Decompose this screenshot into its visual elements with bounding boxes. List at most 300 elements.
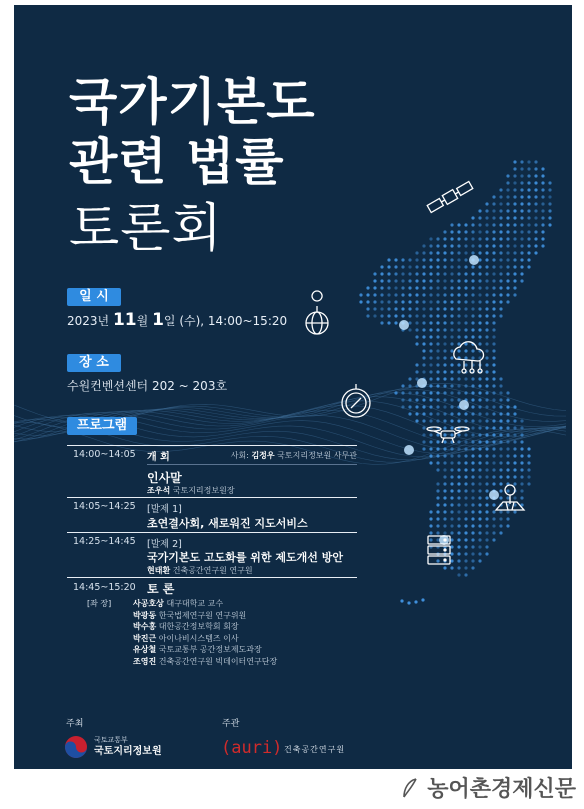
map-dot: [499, 237, 502, 240]
map-dot: [443, 265, 446, 268]
map-dot: [499, 405, 502, 408]
map-dot: [499, 412, 502, 415]
date-year: 2023년: [67, 314, 110, 328]
map-dot: [450, 314, 453, 317]
map-dot: [471, 538, 474, 541]
map-dot: [471, 433, 474, 436]
map-dot: [527, 230, 530, 233]
map-dot: [478, 510, 481, 513]
map-dot: [414, 600, 417, 603]
map-dot: [471, 426, 474, 429]
map-dot: [548, 188, 551, 191]
map-dot: [478, 489, 481, 492]
map-dot: [534, 202, 537, 205]
map-dot: [443, 482, 446, 485]
map-dot: [401, 398, 404, 401]
map-dot: [492, 384, 495, 387]
map-dot: [513, 216, 516, 219]
panelist-org: 국토교통부 공간정보제도과장: [158, 645, 262, 654]
map-dot: [492, 510, 495, 513]
talk2-speaker: [147, 565, 253, 576]
map-dot: [450, 461, 453, 464]
map-dot: [422, 405, 425, 408]
map-dot: [506, 202, 509, 205]
map-dot: [499, 447, 502, 450]
map-dot: [436, 482, 439, 485]
map-dot: [478, 342, 481, 345]
map-dot: [478, 454, 481, 457]
map-dot: [478, 475, 481, 478]
map-dot: [471, 300, 474, 303]
map-dot: [457, 265, 460, 268]
map-dot: [450, 475, 453, 478]
map-dot: [492, 419, 495, 422]
map-dot: [464, 363, 467, 366]
map-dot: [527, 174, 530, 177]
map-dot: [485, 370, 488, 373]
map-dot: [471, 314, 474, 317]
map-dot: [443, 398, 446, 401]
greeting-speaker: [147, 485, 235, 496]
map-dot: [450, 552, 453, 555]
greeting-name: 조우석: [147, 486, 171, 495]
map-dot: [457, 328, 460, 331]
map-dot: [464, 307, 467, 310]
map-dot: [513, 209, 516, 212]
map-dot: [464, 440, 467, 443]
map-dot: [457, 419, 460, 422]
map-dot: [443, 286, 446, 289]
map-dot: [380, 293, 383, 296]
chair-org: 대구대학교 교수: [166, 599, 224, 608]
map-glow: [404, 445, 414, 455]
map-dot: [450, 307, 453, 310]
map-dot: [513, 426, 516, 429]
map-dot: [415, 258, 418, 261]
map-dot: [485, 503, 488, 506]
map-dot: [478, 335, 481, 338]
map-dot: [422, 258, 425, 261]
map-dot: [478, 209, 481, 212]
map-dot: [415, 300, 418, 303]
map-dot: [520, 419, 523, 422]
map-dot: [436, 391, 439, 394]
map-dot: [443, 342, 446, 345]
map-dot: [471, 272, 474, 275]
map-dot: [457, 244, 460, 247]
map-dot: [471, 398, 474, 401]
map-dot: [443, 391, 446, 394]
map-dot: [506, 230, 509, 233]
map-dot: [527, 265, 530, 268]
map-dot: [464, 524, 467, 527]
map-dot: [450, 237, 453, 240]
map-dot: [464, 223, 467, 226]
map-dot: [541, 244, 544, 247]
map-dot: [450, 251, 453, 254]
map-dot: [394, 293, 397, 296]
taegeuk-logo-icon: [64, 735, 88, 759]
map-dot: [457, 363, 460, 366]
map-dot: [492, 468, 495, 471]
map-dot: [401, 405, 404, 408]
map-dot: [492, 447, 495, 450]
map-dot: [450, 496, 453, 499]
map-dot: [513, 188, 516, 191]
map-dot: [513, 510, 516, 513]
map-dot: [478, 524, 481, 527]
map-dot: [457, 538, 460, 541]
map-dot: [450, 293, 453, 296]
map-dot: [401, 265, 404, 268]
map-dot: [450, 447, 453, 450]
map-dot: [478, 230, 481, 233]
map-dot: [387, 258, 390, 261]
map-dot: [499, 384, 502, 387]
map-dot: [464, 573, 467, 576]
map-dot: [499, 531, 502, 534]
map-dot: [520, 181, 523, 184]
map-dot: [485, 349, 488, 352]
map-dot: [492, 517, 495, 520]
map-dot: [457, 223, 460, 226]
map-dot: [436, 279, 439, 282]
map-dot: [464, 433, 467, 436]
map-dot: [471, 552, 474, 555]
map-dot: [436, 412, 439, 415]
map-dot: [401, 384, 404, 387]
map-dot: [527, 160, 530, 163]
map-dot: [415, 363, 418, 366]
map-dot: [499, 496, 502, 499]
map-dot: [443, 300, 446, 303]
map-dot: [478, 265, 481, 268]
map-dot: [394, 279, 397, 282]
venue-label-badge: 장 소: [67, 354, 121, 372]
map-dot: [429, 454, 432, 457]
map-dot: [464, 272, 467, 275]
map-dot: [387, 272, 390, 275]
map-dot: [443, 524, 446, 527]
map-dot: [436, 251, 439, 254]
map-dot: [464, 489, 467, 492]
map-dot: [415, 335, 418, 338]
map-dot: [422, 342, 425, 345]
map-dot: [464, 496, 467, 499]
map-dot: [443, 321, 446, 324]
map-dot: [513, 412, 516, 415]
map-dot: [478, 517, 481, 520]
map-dot: [457, 391, 460, 394]
map-dot: [492, 370, 495, 373]
map-dot: [520, 244, 523, 247]
map-dot: [478, 433, 481, 436]
map-dot: [450, 279, 453, 282]
map-dot: [478, 482, 481, 485]
map-dot: [429, 335, 432, 338]
map-dot: [443, 447, 446, 450]
map-dot: [485, 475, 488, 478]
map-dot: [429, 405, 432, 408]
map-dot: [506, 496, 509, 499]
map-dot: [408, 300, 411, 303]
map-dot: [422, 314, 425, 317]
watermark: [400, 772, 576, 803]
panelist-name: 박광동: [133, 610, 157, 620]
map-dot: [471, 244, 474, 247]
map-dot: [450, 265, 453, 268]
map-dot: [464, 335, 467, 338]
map-dot: [534, 209, 537, 212]
talk1-tag: [발제 1]: [147, 504, 182, 515]
map-dot: [499, 202, 502, 205]
map-dot: [464, 419, 467, 422]
map-dot: [506, 244, 509, 247]
map-dot: [513, 468, 516, 471]
map-dot: [401, 307, 404, 310]
map-dot: [408, 286, 411, 289]
map-dot: [415, 370, 418, 373]
map-dot: [450, 468, 453, 471]
map-dot: [436, 258, 439, 261]
map-dot: [436, 272, 439, 275]
map-dot: [429, 510, 432, 513]
map-dot: [436, 265, 439, 268]
map-dot: [506, 258, 509, 261]
program-label-badge: 프로그램: [67, 417, 137, 435]
discussion-title: 토 론: [147, 582, 175, 596]
map-dot: [401, 314, 404, 317]
map-dot: [450, 531, 453, 534]
map-dot: [429, 286, 432, 289]
map-dot: [534, 251, 537, 254]
map-dot: [506, 398, 509, 401]
map-dot: [527, 251, 530, 254]
map-dot: [457, 384, 460, 387]
map-dot: [520, 216, 523, 219]
map-dot: [520, 167, 523, 170]
map-dot: [436, 447, 439, 450]
map-dot: [436, 503, 439, 506]
map-dot: [387, 286, 390, 289]
map-dot: [443, 496, 446, 499]
map-dot: [401, 286, 404, 289]
map-dot: [506, 272, 509, 275]
map-dot: [471, 384, 474, 387]
map-dot: [380, 279, 383, 282]
map-dot: [457, 335, 460, 338]
map-dot: [429, 531, 432, 534]
map-dot: [450, 286, 453, 289]
map-dot: [485, 426, 488, 429]
map-dot: [471, 321, 474, 324]
map-dot: [471, 531, 474, 534]
map-dot: [492, 342, 495, 345]
map-dot: [394, 391, 397, 394]
map-dot: [436, 377, 439, 380]
map-dot: [499, 244, 502, 247]
map-dot: [450, 545, 453, 548]
map-dot: [443, 468, 446, 471]
talk2-tag: [발제 2]: [147, 539, 182, 550]
map-dot: [485, 216, 488, 219]
talk1-time: 14:05~14:25: [73, 501, 136, 512]
map-dot: [506, 524, 509, 527]
map-dot: [478, 552, 481, 555]
map-dot: [394, 321, 397, 324]
map-dot: [436, 244, 439, 247]
map-dot: [457, 503, 460, 506]
map-dot: [492, 356, 495, 359]
date-rest: (수), 14:00~15:20: [179, 314, 288, 328]
map-dot: [485, 545, 488, 548]
venue-text: 수원컨벤션센터 202 ~ 203호: [67, 379, 228, 393]
map-dot: [450, 419, 453, 422]
map-dot: [541, 223, 544, 226]
map-dot: [464, 321, 467, 324]
map-dot: [499, 230, 502, 233]
map-dot: [457, 300, 460, 303]
map-dot: [492, 251, 495, 254]
opening-title: 개 회: [147, 452, 170, 463]
map-dot: [450, 559, 453, 562]
map-dot: [492, 237, 495, 240]
map-dot: [429, 363, 432, 366]
map-dot: [408, 405, 411, 408]
watermark-text: 농어촌경제신문: [427, 777, 576, 802]
map-dot: [492, 307, 495, 310]
map-dot: [436, 293, 439, 296]
map-dot: [464, 314, 467, 317]
map-dot: [513, 475, 516, 478]
map-dot: [471, 349, 474, 352]
map-dot: [506, 468, 509, 471]
map-dot: [436, 335, 439, 338]
map-dot: [464, 531, 467, 534]
map-dot: [415, 314, 418, 317]
map-dot: [436, 461, 439, 464]
map-dot: [450, 489, 453, 492]
map-dot: [380, 286, 383, 289]
map-dot: [387, 293, 390, 296]
map-dot: [422, 335, 425, 338]
map-dot: [457, 349, 460, 352]
talk2-name: 현태환: [147, 566, 171, 575]
map-dot: [471, 328, 474, 331]
map-dot: [485, 398, 488, 401]
map-dot: [387, 321, 390, 324]
map-dot: [513, 461, 516, 464]
program-table: [67, 445, 357, 668]
map-dot: [478, 293, 481, 296]
map-dot: [450, 398, 453, 401]
map-dot: [520, 188, 523, 191]
map-dot: [429, 517, 432, 520]
map-dot: [499, 307, 502, 310]
map-dot: [492, 293, 495, 296]
map-dot: [380, 307, 383, 310]
map-dot: [436, 419, 439, 422]
map-dot: [436, 384, 439, 387]
date-day-suffix: 일: [163, 314, 176, 328]
map-dot: [429, 307, 432, 310]
map-dot: [450, 524, 453, 527]
map-dot: [506, 391, 509, 394]
map-dot: [534, 230, 537, 233]
map-dot: [450, 538, 453, 541]
map-dot: [506, 279, 509, 282]
map-dot: [373, 279, 376, 282]
map-dot: [520, 496, 523, 499]
map-dot: [513, 405, 516, 408]
map-dot: [499, 461, 502, 464]
map-dot: [485, 531, 488, 534]
map-dot: [478, 321, 481, 324]
title-line-2: 관련 법률: [69, 133, 285, 191]
host-org-block: [94, 735, 162, 757]
map-dot: [485, 335, 488, 338]
map-dot: [457, 321, 460, 324]
map-dot: [373, 300, 376, 303]
map-dot: [485, 342, 488, 345]
map-dot: [436, 510, 439, 513]
map-dot: [436, 559, 439, 562]
map-dot: [443, 517, 446, 520]
map-dot: [464, 552, 467, 555]
map-dot: [492, 524, 495, 527]
map-dot: [513, 167, 516, 170]
map-dot: [443, 328, 446, 331]
map-dot: [478, 440, 481, 443]
map-dot: [527, 454, 530, 457]
map-dot: [457, 468, 460, 471]
map-dot: [520, 475, 523, 478]
map-dot: [527, 258, 530, 261]
map-dot: [464, 545, 467, 548]
map-dot: [492, 426, 495, 429]
map-dot: [464, 559, 467, 562]
map-dot: [492, 230, 495, 233]
map-dot: [478, 496, 481, 499]
map-dot: [422, 412, 425, 415]
map-dot: [450, 370, 453, 373]
map-dot: [457, 510, 460, 513]
map-dot: [422, 286, 425, 289]
map-dot: [429, 244, 432, 247]
program-row-opening: [67, 445, 357, 464]
map-dot: [429, 321, 432, 324]
map-dot: [429, 293, 432, 296]
map-dot: [457, 475, 460, 478]
map-dot: [464, 538, 467, 541]
map-dot: [443, 307, 446, 310]
map-dot: [436, 405, 439, 408]
map-dot: [429, 314, 432, 317]
map-dot: [422, 370, 425, 373]
map-dot: [443, 426, 446, 429]
map-dot: [506, 405, 509, 408]
map-dot: [464, 517, 467, 520]
map-dot: [464, 510, 467, 513]
map-dot: [478, 307, 481, 310]
map-dot: [548, 216, 551, 219]
map-dot: [471, 559, 474, 562]
map-dot: [485, 272, 488, 275]
talk2-title: 국가기본도 고도화를 위한 제도개선 방안: [147, 551, 343, 564]
map-dot: [520, 265, 523, 268]
map-dot: [429, 377, 432, 380]
map-dot: [534, 244, 537, 247]
